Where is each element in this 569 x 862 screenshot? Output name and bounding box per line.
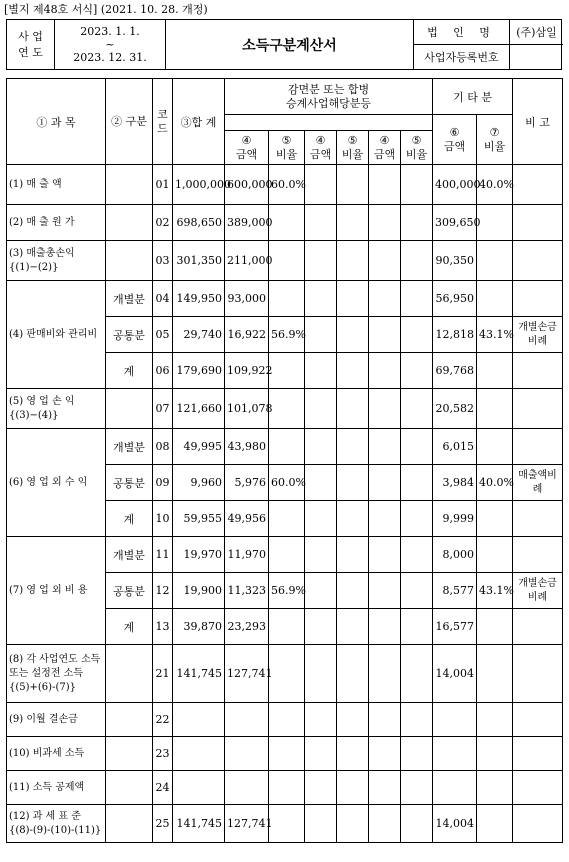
row-reduced-amount-2	[305, 573, 337, 609]
row-reduced-ratio-2	[337, 429, 369, 465]
row-note	[513, 501, 563, 537]
row-other-ratio: 43.1%	[477, 317, 513, 353]
row-other-ratio: 43.1%	[477, 573, 513, 609]
num-4: ④	[379, 133, 390, 147]
row-division	[106, 389, 153, 429]
row-division	[106, 205, 153, 241]
table-row	[7, 537, 563, 573]
row-reduced-amount-2	[305, 645, 337, 703]
row-reduced-ratio-3	[401, 573, 433, 609]
row-note	[513, 241, 563, 281]
row-reduced-ratio-2	[337, 205, 369, 241]
row-reduced-amount-1: 11,323	[225, 573, 269, 609]
row-reduced-ratio-3	[401, 501, 433, 537]
row-code: 03	[153, 241, 173, 281]
row-division: 공통분	[106, 465, 153, 501]
row-code: 09	[153, 465, 173, 501]
row-reduced-ratio-3	[401, 241, 433, 281]
row-other-amount: 309,650	[433, 205, 477, 241]
row-other-amount	[433, 703, 477, 737]
row-reduced-ratio-1: 60.0%	[269, 465, 305, 501]
row-total: 9,960	[173, 465, 225, 501]
row-reduced-ratio-3	[401, 389, 433, 429]
row-total	[173, 771, 225, 805]
table-row	[7, 165, 563, 205]
row-reduced-ratio-2	[337, 501, 369, 537]
col-r1-header	[269, 131, 305, 165]
amount-label: 금액	[443, 139, 466, 153]
row-code: 01	[153, 165, 173, 205]
row-reduced-ratio-3	[401, 429, 433, 465]
row-reduced-amount-1: 5,976	[225, 465, 269, 501]
row-item-label: (7) 영 업 외 비 용	[7, 537, 106, 645]
row-reduced-ratio-3	[401, 737, 433, 771]
row-reduced-ratio-1	[269, 241, 305, 281]
row-code: 04	[153, 281, 173, 317]
row-reduced-amount-3	[369, 703, 401, 737]
row-other-amount: 90,350	[433, 241, 477, 281]
row-code: 22	[153, 703, 173, 737]
row-total: 19,900	[173, 573, 225, 609]
row-reduced-amount-2	[305, 165, 337, 205]
row-code: 12	[153, 573, 173, 609]
row-reduced-ratio-2	[337, 389, 369, 429]
row-division: 계	[106, 609, 153, 645]
row-division	[106, 165, 153, 205]
row-reduced-amount-3	[369, 771, 401, 805]
table-row	[7, 205, 563, 241]
row-code: 24	[153, 771, 173, 805]
row-division: 개별분	[106, 429, 153, 465]
row-other-ratio	[477, 429, 513, 465]
amount-label: 금액	[373, 147, 396, 161]
row-reduced-amount-1: 43,980	[225, 429, 269, 465]
num-5: ⑤	[347, 133, 358, 147]
row-reduced-ratio-1	[269, 537, 305, 573]
table-row	[7, 281, 563, 317]
row-note	[513, 609, 563, 645]
table-row	[7, 389, 563, 429]
row-item-label: (8) 각 사업연도 소득 또는 설정전 소득 {(5)+(6)-(7)}	[7, 645, 106, 703]
row-total	[173, 737, 225, 771]
row-other-amount: 9,999	[433, 501, 477, 537]
ratio-label: 비율	[483, 139, 506, 153]
row-division: 개별분	[106, 281, 153, 317]
row-reduced-amount-3	[369, 805, 401, 843]
row-reduced-amount-2	[305, 429, 337, 465]
row-reduced-amount-1: 23,293	[225, 609, 269, 645]
period-separator: ~	[105, 38, 115, 51]
row-reduced-ratio-2	[337, 737, 369, 771]
row-other-amount: 20,582	[433, 389, 477, 429]
row-reduced-amount-1: 127,741	[225, 645, 269, 703]
col-note-header: 비 고	[513, 79, 563, 165]
reduced-subheader-spacer	[225, 115, 433, 131]
row-reduced-ratio-1	[269, 353, 305, 389]
row-note: 매출액비례	[513, 465, 563, 501]
num-7: ⑦	[489, 125, 500, 139]
col-item-header: ① 과 목	[7, 79, 106, 165]
row-note	[513, 353, 563, 389]
row-other-amount: 14,004	[433, 805, 477, 843]
row-item-label: (1) 매 출 액	[7, 165, 106, 205]
row-note	[513, 205, 563, 241]
row-division	[106, 645, 153, 703]
col-a1-header	[225, 131, 269, 165]
period-label	[7, 20, 55, 69]
row-reduced-ratio-1	[269, 501, 305, 537]
row-other-ratio	[477, 281, 513, 317]
row-reduced-ratio-1: 56.9%	[269, 573, 305, 609]
row-division: 계	[106, 353, 153, 389]
row-other-amount: 56,950	[433, 281, 477, 317]
col-total-header: ③합 계	[173, 79, 225, 165]
row-other-amount: 8,000	[433, 537, 477, 573]
row-reduced-ratio-1	[269, 205, 305, 241]
row-reduced-amount-1: 127,741	[225, 805, 269, 843]
row-reduced-ratio-1	[269, 429, 305, 465]
row-note	[513, 645, 563, 703]
row-reduced-amount-1	[225, 737, 269, 771]
row-division	[106, 771, 153, 805]
row-division: 개별분	[106, 537, 153, 573]
col-other-ratio-header	[477, 115, 513, 165]
row-reduced-ratio-2	[337, 241, 369, 281]
row-other-ratio	[477, 645, 513, 703]
row-reduced-amount-2	[305, 501, 337, 537]
row-other-amount: 14,004	[433, 645, 477, 703]
row-code: 02	[153, 205, 173, 241]
row-division	[106, 241, 153, 281]
row-other-ratio	[477, 771, 513, 805]
row-reduced-amount-1: 211,000	[225, 241, 269, 281]
row-total: 59,955	[173, 501, 225, 537]
row-division	[106, 805, 153, 843]
row-other-ratio	[477, 501, 513, 537]
row-reduced-amount-1: 600,000	[225, 165, 269, 205]
row-note	[513, 805, 563, 843]
row-reduced-amount-3	[369, 281, 401, 317]
num-5: ⑤	[281, 133, 292, 147]
row-reduced-amount-2	[305, 281, 337, 317]
row-other-amount: 6,015	[433, 429, 477, 465]
num-6: ⑥	[449, 125, 460, 139]
row-other-amount: 16,577	[433, 609, 477, 645]
row-item-label: (9) 이월 결손금	[7, 703, 106, 737]
row-division	[106, 737, 153, 771]
row-other-ratio	[477, 805, 513, 843]
row-reduced-amount-2	[305, 771, 337, 805]
row-reduced-ratio-2	[337, 805, 369, 843]
table-row	[7, 805, 563, 843]
amount-label: 금액	[235, 147, 258, 161]
row-reduced-ratio-2	[337, 645, 369, 703]
col-division-header: ② 구분	[106, 79, 153, 165]
row-reduced-amount-2	[305, 537, 337, 573]
row-reduced-amount-3	[369, 389, 401, 429]
row-reduced-ratio-2	[337, 573, 369, 609]
row-code: 25	[153, 805, 173, 843]
row-reduced-ratio-2	[337, 703, 369, 737]
row-item-label: (5) 영 업 손 익 {(3)−(4)}	[7, 389, 106, 429]
row-total: 141,745	[173, 645, 225, 703]
amount-label: 금액	[309, 147, 332, 161]
row-note	[513, 537, 563, 573]
row-other-amount: 69,768	[433, 353, 477, 389]
ratio-label: 비율	[341, 147, 364, 161]
table-row	[7, 771, 563, 805]
table-row	[7, 645, 563, 703]
form-reference: [별지 제48호 서식] (2021. 10. 28. 개정)	[4, 3, 208, 16]
form-header	[6, 19, 562, 70]
row-reduced-ratio-1: 56.9%	[269, 317, 305, 353]
table-row	[7, 241, 563, 281]
row-note	[513, 281, 563, 317]
row-code: 05	[153, 317, 173, 353]
income-classification-table	[6, 78, 563, 843]
row-reduced-amount-3	[369, 737, 401, 771]
col-other-group-header: 기 타 분	[433, 79, 513, 115]
col-r2-header	[337, 131, 369, 165]
row-reduced-amount-2	[305, 609, 337, 645]
row-reduced-ratio-3	[401, 537, 433, 573]
corp-values	[510, 20, 563, 69]
row-reduced-ratio-2	[337, 281, 369, 317]
ratio-label: 비율	[275, 147, 298, 161]
table-row	[7, 429, 563, 465]
row-other-ratio: 40.0%	[477, 165, 513, 205]
row-item-label: (10) 비과세 소득	[7, 737, 106, 771]
row-reduced-ratio-3	[401, 165, 433, 205]
row-reduced-ratio-1	[269, 737, 305, 771]
row-reduced-amount-3	[369, 353, 401, 389]
row-reduced-ratio-3	[401, 771, 433, 805]
row-reduced-ratio-1	[269, 281, 305, 317]
col-r3-header	[401, 131, 433, 165]
corp-name-label-cell	[414, 20, 509, 45]
row-note	[513, 703, 563, 737]
row-total: 149,950	[173, 281, 225, 317]
row-total	[173, 703, 225, 737]
row-reduced-ratio-2	[337, 165, 369, 205]
row-reduced-ratio-1	[269, 645, 305, 703]
row-total: 698,650	[173, 205, 225, 241]
corp-name-value: (주)삼일	[510, 20, 563, 45]
col-other-amount-header	[433, 115, 477, 165]
row-reduced-ratio-3	[401, 703, 433, 737]
row-reduced-amount-2	[305, 805, 337, 843]
row-reduced-ratio-3	[401, 465, 433, 501]
row-total: 1,000,000	[173, 165, 225, 205]
row-total: 19,970	[173, 537, 225, 573]
row-note: 개별손금비례	[513, 573, 563, 609]
row-other-ratio	[477, 703, 513, 737]
row-reduced-ratio-2	[337, 317, 369, 353]
row-item-label: (6) 영 업 외 수 익	[7, 429, 106, 537]
row-reduced-amount-2	[305, 241, 337, 281]
row-reduced-amount-2	[305, 465, 337, 501]
row-note	[513, 771, 563, 805]
row-reduced-amount-2	[305, 737, 337, 771]
row-reduced-ratio-3	[401, 805, 433, 843]
row-reduced-ratio-3	[401, 609, 433, 645]
row-code: 13	[153, 609, 173, 645]
row-reduced-ratio-1	[269, 805, 305, 843]
row-other-ratio	[477, 737, 513, 771]
period-label-line2: 연 도	[18, 45, 43, 59]
row-total: 141,745	[173, 805, 225, 843]
col-reduced-group-header	[225, 79, 433, 115]
row-reduced-ratio-2	[337, 771, 369, 805]
row-other-ratio	[477, 205, 513, 241]
row-reduced-amount-1: 109,922	[225, 353, 269, 389]
row-reduced-amount-1: 16,922	[225, 317, 269, 353]
row-other-amount: 3,984	[433, 465, 477, 501]
row-reduced-ratio-1	[269, 609, 305, 645]
row-note: 개별손금비례	[513, 317, 563, 353]
row-reduced-amount-3	[369, 165, 401, 205]
row-note	[513, 389, 563, 429]
row-reduced-amount-2	[305, 703, 337, 737]
row-reduced-amount-3	[369, 205, 401, 241]
row-reduced-amount-2	[305, 205, 337, 241]
row-total: 179,690	[173, 353, 225, 389]
period-start: 2023. 1. 1.	[80, 25, 140, 38]
row-item-label: (12) 과 세 표 준 {(8)-(9)-(10)-(11)}	[7, 805, 106, 843]
row-other-ratio: 40.0%	[477, 465, 513, 501]
row-other-ratio	[477, 537, 513, 573]
row-reduced-amount-1: 389,000	[225, 205, 269, 241]
table-body	[7, 165, 563, 843]
row-code: 10	[153, 501, 173, 537]
corp-name-label: 법 인 명	[427, 25, 496, 39]
row-reduced-amount-3	[369, 537, 401, 573]
row-reduced-ratio-3	[401, 281, 433, 317]
row-other-ratio	[477, 389, 513, 429]
biz-no-label: 사업자등록번호	[424, 50, 499, 64]
num-4: ④	[241, 133, 252, 147]
row-reduced-ratio-1	[269, 771, 305, 805]
row-reduced-amount-3	[369, 645, 401, 703]
row-other-ratio	[477, 609, 513, 645]
row-reduced-ratio-2	[337, 353, 369, 389]
col-a3-header	[369, 131, 401, 165]
row-reduced-ratio-2	[337, 465, 369, 501]
row-total: 39,870	[173, 609, 225, 645]
row-other-amount: 8,577	[433, 573, 477, 609]
row-reduced-amount-3	[369, 241, 401, 281]
row-other-amount	[433, 771, 477, 805]
row-reduced-amount-3	[369, 465, 401, 501]
row-note	[513, 165, 563, 205]
row-total: 49,995	[173, 429, 225, 465]
row-reduced-amount-2	[305, 389, 337, 429]
row-code: 21	[153, 645, 173, 703]
row-note	[513, 429, 563, 465]
row-reduced-amount-1	[225, 703, 269, 737]
row-item-label: (11) 소득 공제액	[7, 771, 106, 805]
row-reduced-amount-1: 11,970	[225, 537, 269, 573]
row-code: 23	[153, 737, 173, 771]
ratio-label: 비율	[405, 147, 428, 161]
table-row	[7, 703, 563, 737]
row-reduced-ratio-3	[401, 205, 433, 241]
num-4: ④	[315, 133, 326, 147]
row-division: 계	[106, 501, 153, 537]
row-reduced-amount-3	[369, 501, 401, 537]
row-reduced-amount-3	[369, 429, 401, 465]
row-total: 29,740	[173, 317, 225, 353]
row-reduced-amount-3	[369, 609, 401, 645]
col-code-header: 코드	[153, 79, 173, 165]
table-row	[7, 737, 563, 771]
row-code: 07	[153, 389, 173, 429]
row-reduced-ratio-1	[269, 703, 305, 737]
reduced-group-line1: 감면분 또는 합병	[287, 82, 370, 96]
row-item-label: (4) 판매비와 관리비	[7, 281, 106, 389]
reduced-group-line2: 승계사업해당분등	[286, 96, 372, 110]
row-reduced-amount-1: 49,956	[225, 501, 269, 537]
form-title: 소득구분계산서	[166, 20, 414, 69]
corp-labels	[414, 20, 510, 69]
row-other-amount: 400,000	[433, 165, 477, 205]
row-note	[513, 737, 563, 771]
row-reduced-amount-2	[305, 317, 337, 353]
num-5: ⑤	[411, 133, 422, 147]
row-reduced-ratio-3	[401, 353, 433, 389]
row-other-ratio	[477, 241, 513, 281]
row-division: 공통분	[106, 573, 153, 609]
col-a2-header	[305, 131, 337, 165]
row-reduced-amount-3	[369, 317, 401, 353]
row-reduced-ratio-3	[401, 645, 433, 703]
row-reduced-ratio-2	[337, 537, 369, 573]
row-code: 08	[153, 429, 173, 465]
row-other-ratio	[477, 353, 513, 389]
row-item-label: (2) 매 출 원 가	[7, 205, 106, 241]
row-code: 06	[153, 353, 173, 389]
row-reduced-ratio-1	[269, 389, 305, 429]
row-division: 공통분	[106, 317, 153, 353]
row-reduced-amount-1: 101,078	[225, 389, 269, 429]
row-division	[106, 703, 153, 737]
row-other-amount: 12,818	[433, 317, 477, 353]
row-reduced-ratio-3	[401, 317, 433, 353]
row-total: 301,350	[173, 241, 225, 281]
row-other-amount	[433, 737, 477, 771]
row-reduced-ratio-2	[337, 609, 369, 645]
row-reduced-amount-2	[305, 353, 337, 389]
row-item-label: (3) 매출총손익 {(1)−(2)}	[7, 241, 106, 281]
period-end: 2023. 12. 31.	[73, 51, 147, 64]
row-reduced-amount-1: 93,000	[225, 281, 269, 317]
row-reduced-ratio-1: 60.0%	[269, 165, 305, 205]
period-range	[55, 20, 166, 69]
row-total: 121,660	[173, 389, 225, 429]
row-reduced-amount-3	[369, 573, 401, 609]
row-code: 11	[153, 537, 173, 573]
biz-no-value	[510, 45, 563, 70]
period-label-line1: 사 업	[18, 29, 43, 43]
row-reduced-amount-1	[225, 771, 269, 805]
